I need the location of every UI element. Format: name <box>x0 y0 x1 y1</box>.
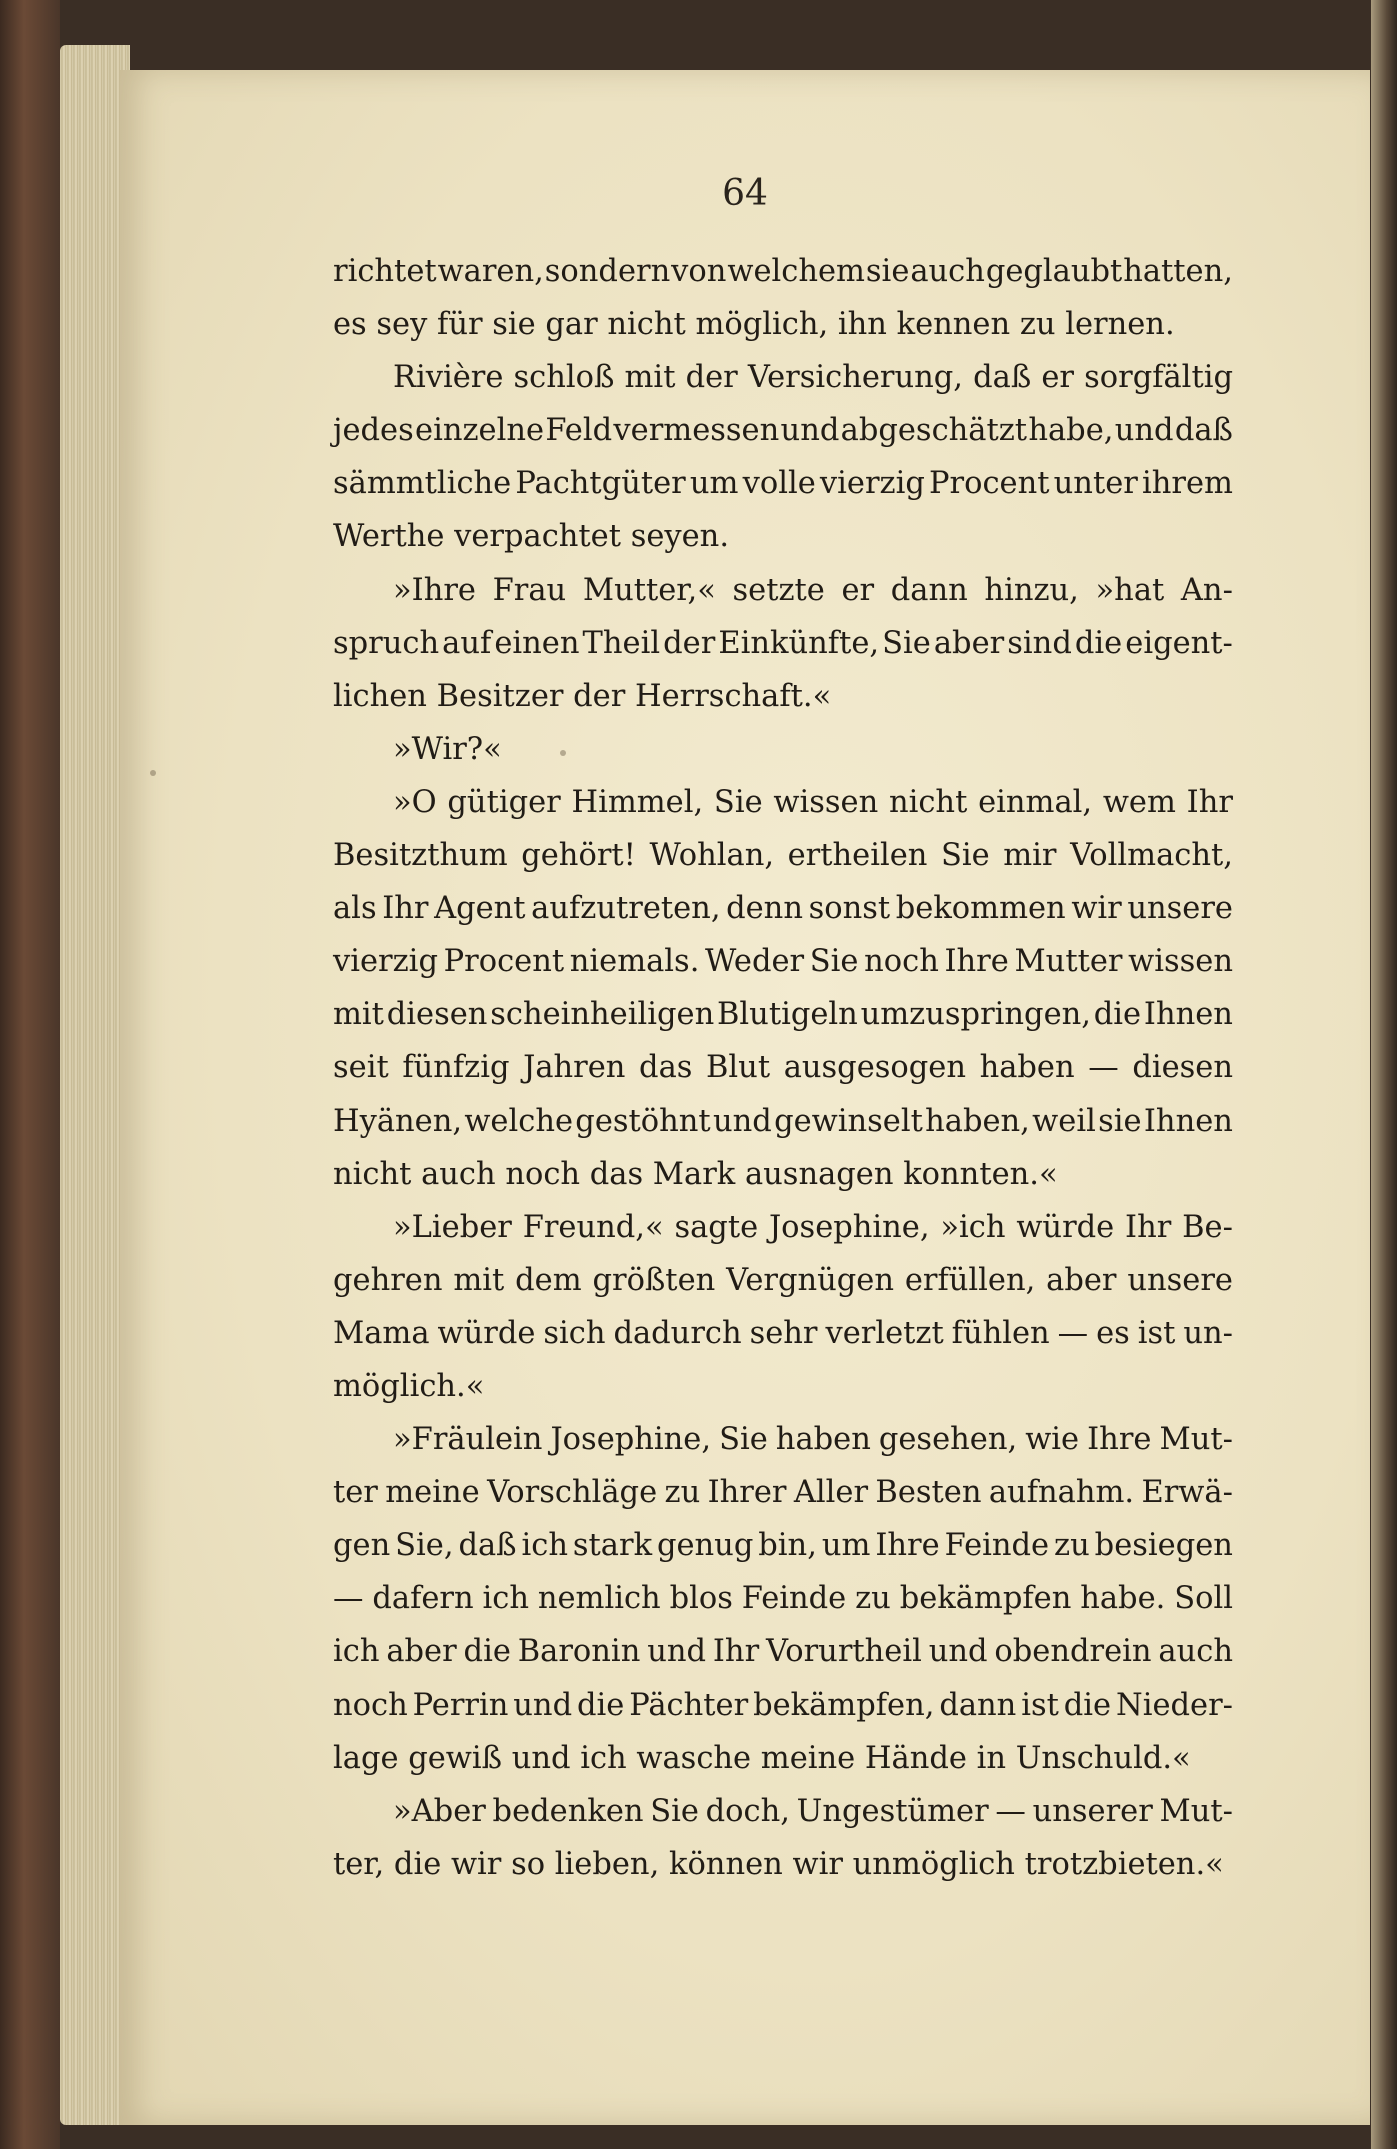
word: Wohlan, <box>649 838 775 874</box>
word: der <box>685 360 738 396</box>
word: schloß <box>513 360 615 396</box>
word: würde <box>1016 1209 1115 1245</box>
word: — <box>1088 1050 1119 1086</box>
word: besiegen <box>1094 1528 1233 1564</box>
word: geglaubt <box>985 254 1123 289</box>
word: noch <box>864 944 939 980</box>
word: um <box>689 466 739 502</box>
word: vierzig <box>333 944 438 980</box>
word: und <box>712 1103 772 1139</box>
word: unsere <box>1127 1262 1233 1298</box>
word: ter <box>333 1475 378 1511</box>
text-line <box>333 351 1233 404</box>
word: Sie <box>650 1793 699 1829</box>
word: unter <box>1053 466 1138 502</box>
word: Ihr <box>1186 784 1233 820</box>
word: und <box>780 413 840 449</box>
text-line: lichen Besitzer der Herrschaft.« <box>333 678 832 714</box>
text-line <box>333 245 1233 298</box>
word: »Lieber <box>393 1209 512 1245</box>
word: Ihre <box>875 1528 940 1564</box>
word: habe, <box>1028 413 1114 449</box>
word: und <box>647 1634 707 1670</box>
word: ihrem <box>1141 466 1233 502</box>
word: sehr <box>749 1315 818 1351</box>
word: waren, <box>437 254 544 289</box>
word: sämmtliche <box>333 466 512 502</box>
word: zu <box>664 1475 701 1511</box>
text-line <box>333 776 1233 829</box>
word: Perrin <box>412 1687 509 1723</box>
word: Ihnen <box>1143 1103 1233 1139</box>
word: wissen <box>1128 944 1233 980</box>
word: sondern <box>544 254 671 289</box>
word: haben <box>979 1050 1075 1086</box>
text-line <box>333 1519 1233 1572</box>
text-line <box>333 1201 1233 1254</box>
word: denn <box>726 891 803 927</box>
word: wissen <box>773 784 879 820</box>
book-cover-right <box>1371 0 1397 2149</box>
word: Ihr <box>1125 1209 1172 1245</box>
paper-speck <box>560 750 566 756</box>
word: Ihre <box>1087 1422 1152 1458</box>
word: meine <box>385 1475 480 1511</box>
word: stark <box>572 1528 653 1564</box>
word: vierzig <box>819 466 925 502</box>
word: ausgesogen <box>783 1050 966 1086</box>
word: Erwä- <box>1141 1475 1233 1511</box>
text-line <box>333 457 1233 510</box>
word: Ihnen <box>1143 997 1233 1033</box>
word: Ihr <box>382 891 429 927</box>
word: Vergnügen <box>726 1262 894 1298</box>
word: wie <box>1025 1422 1080 1458</box>
word: mit <box>333 997 384 1033</box>
word: Feld <box>545 413 613 449</box>
word: Versicherung, <box>747 360 963 396</box>
word: genug <box>656 1528 754 1564</box>
word: unserer <box>1032 1793 1153 1829</box>
word: Josephine, <box>768 1209 930 1245</box>
word: Pachtgüter <box>515 466 686 502</box>
word: dadurch <box>613 1315 742 1351</box>
word: spruch <box>333 625 440 661</box>
word: Vorschläge <box>487 1475 658 1511</box>
word: scheinheiligen <box>490 997 715 1033</box>
text-line <box>333 617 1233 670</box>
text-line <box>333 935 1233 988</box>
word: als <box>333 891 377 927</box>
word: welchem <box>727 254 865 289</box>
word: mir <box>1003 838 1057 874</box>
word: auch <box>1158 1634 1233 1670</box>
word: setzte <box>732 572 825 608</box>
word: »O <box>393 784 437 820</box>
word: einen <box>494 625 580 661</box>
word: niemals. <box>569 944 700 980</box>
word: einzelne <box>415 413 545 449</box>
word: bin, <box>758 1528 817 1564</box>
word: Theil <box>582 625 661 661</box>
word: die <box>1063 1687 1112 1723</box>
word: gütiger <box>447 784 561 820</box>
word: Himmel, <box>571 784 704 820</box>
word: ist <box>1137 1315 1176 1351</box>
word: würde <box>437 1315 536 1351</box>
word: die <box>1074 625 1123 661</box>
word: sagte <box>674 1209 759 1245</box>
word: dem <box>515 1262 582 1298</box>
text-line <box>333 988 1233 1041</box>
word: Josephine, <box>550 1422 712 1458</box>
word: — <box>995 1793 1026 1829</box>
paper-speck <box>150 770 156 776</box>
word: sie <box>865 254 910 289</box>
word: ich <box>482 1581 529 1617</box>
word: dafern <box>372 1581 474 1617</box>
word: Soll <box>1174 1581 1233 1617</box>
word: hatten, <box>1123 254 1233 289</box>
word: »Aber <box>393 1793 486 1829</box>
word: fünfzig <box>402 1050 510 1086</box>
word: sorgfältig <box>1084 360 1233 396</box>
word: seit <box>333 1050 389 1086</box>
word: Sie <box>719 1422 768 1458</box>
word: Rivière <box>393 360 504 396</box>
word: welche <box>464 1103 574 1139</box>
word: Procent <box>929 466 1050 502</box>
word: unsere <box>1127 891 1233 927</box>
word: und <box>1114 413 1174 449</box>
word: Ihre <box>944 944 1009 980</box>
word: das <box>639 1050 693 1086</box>
word: zu <box>1054 1528 1090 1564</box>
book-cover-left <box>0 0 60 2149</box>
word: Jahren <box>523 1050 626 1086</box>
text-line: möglich.« <box>333 1368 485 1404</box>
word: aufzutreten, <box>531 891 721 927</box>
text-line <box>333 829 1233 882</box>
text-line <box>333 1572 1233 1625</box>
word: nemlich <box>537 1581 661 1617</box>
word: An- <box>1180 572 1233 608</box>
text-line: ter, die wir so lieben, können wir unmöglich trotzbieten.« <box>333 1846 1224 1882</box>
word: Baronin <box>517 1634 641 1670</box>
word: haben, <box>925 1103 1030 1139</box>
word: ist <box>1021 1687 1059 1723</box>
word: volle <box>742 466 816 502</box>
word: dann <box>890 572 968 608</box>
word: gen <box>333 1528 391 1564</box>
word: »Fräulein <box>393 1422 543 1458</box>
text-line <box>333 1254 1233 1307</box>
word: Mutter,« <box>582 572 716 608</box>
word: noch <box>333 1687 408 1723</box>
text-line <box>333 1625 1233 1678</box>
word: aufnahm. <box>988 1475 1135 1511</box>
word: wir <box>1071 891 1122 927</box>
word: aber <box>1046 1262 1117 1298</box>
word: Frau <box>492 572 567 608</box>
word: Einkünfte, <box>718 625 880 661</box>
word: ich <box>521 1528 568 1564</box>
text-line: nicht auch noch das Mark ausnagen konnten.« <box>333 1156 1058 1192</box>
text-line <box>333 1041 1233 1094</box>
word: die <box>576 1687 625 1723</box>
text-line: »Wir?« <box>393 731 502 767</box>
word: umzuspringen, <box>860 997 1091 1033</box>
word: die <box>463 1634 511 1670</box>
text-line <box>333 564 1233 617</box>
word: von <box>671 254 727 289</box>
word: Blut <box>706 1050 771 1086</box>
word: weil <box>1032 1103 1096 1139</box>
word: Nieder- <box>1116 1687 1233 1723</box>
word: bekämpfen <box>899 1581 1072 1617</box>
text-line <box>333 1307 1233 1360</box>
word: Pächter <box>629 1687 749 1723</box>
word: Mama <box>333 1315 430 1351</box>
text-line <box>333 404 1233 457</box>
word: »hat <box>1095 572 1165 608</box>
text-line <box>333 1679 1233 1732</box>
word: gewinselt <box>774 1103 923 1139</box>
word: aber <box>933 625 1005 661</box>
body-text <box>333 245 1233 1891</box>
word: er <box>1041 360 1074 396</box>
word: un- <box>1183 1315 1233 1351</box>
text-line: lage gewiß und ich wasche meine Hände in Unschuld.« <box>333 1740 1191 1776</box>
word: Mutter <box>1014 944 1123 980</box>
word: Mut- <box>1159 1422 1233 1458</box>
word: fühlen <box>951 1315 1050 1351</box>
word: und <box>928 1634 988 1670</box>
text-line <box>333 882 1233 935</box>
word: haben <box>775 1422 871 1458</box>
word: um <box>821 1528 871 1564</box>
word: ertheilen <box>787 838 928 874</box>
word: aber <box>386 1634 457 1670</box>
word: zu <box>855 1581 891 1617</box>
text-line: Werthe verpachtet seyen. <box>333 519 730 555</box>
word: sonst <box>808 891 891 927</box>
word: »ich <box>940 1209 1006 1245</box>
word: eigent- <box>1125 625 1233 661</box>
word: Aller <box>793 1475 869 1511</box>
word: jedes <box>333 413 414 449</box>
word: Be- <box>1182 1209 1233 1245</box>
word: Feinde <box>944 1528 1050 1564</box>
word: gehren <box>333 1262 443 1298</box>
text-line <box>333 1413 1233 1466</box>
word: die <box>1093 997 1142 1033</box>
word: es <box>1096 1315 1130 1351</box>
word: er <box>841 572 875 608</box>
word: Ihrer <box>707 1475 787 1511</box>
word: bekommen <box>895 891 1066 927</box>
book-page <box>120 70 1370 2125</box>
text-line <box>333 1785 1233 1838</box>
word: obendrein <box>994 1634 1152 1670</box>
word: und <box>513 1687 573 1723</box>
word: nicht <box>888 784 968 820</box>
word: hinzu, <box>984 572 1079 608</box>
word: mit <box>624 360 676 396</box>
text-line <box>333 1466 1233 1519</box>
word: daß <box>458 1528 517 1564</box>
word: gestöhnt <box>575 1103 711 1139</box>
word: Vollmacht, <box>1070 838 1233 874</box>
word: blos <box>669 1581 733 1617</box>
word: dann <box>939 1687 1017 1723</box>
word: der <box>663 625 716 661</box>
word: vermessen <box>613 413 780 449</box>
word: erfüllen, <box>904 1262 1036 1298</box>
word: Sie <box>882 625 931 661</box>
word: mit <box>453 1262 505 1298</box>
word: auf <box>442 625 492 661</box>
word: — <box>1057 1315 1089 1351</box>
word: habe. <box>1080 1581 1166 1617</box>
word: gesehen, <box>878 1422 1018 1458</box>
word: auch <box>910 254 985 289</box>
word: Feinde <box>741 1581 847 1617</box>
word: diesen <box>386 997 488 1033</box>
word: Procent <box>443 944 565 980</box>
word: Vorurtheil <box>766 1634 922 1670</box>
word: Hyänen, <box>333 1103 463 1139</box>
word: — <box>333 1581 364 1617</box>
page-number: 64 <box>722 173 768 214</box>
word: daß <box>973 360 1032 396</box>
word: Agent <box>434 891 526 927</box>
word: Sie <box>809 944 859 980</box>
word: gehört! <box>521 838 636 874</box>
text-line: es sey für sie gar nicht möglich, ihn kennen zu lernen. <box>333 307 1175 343</box>
word: daß <box>1174 413 1233 449</box>
word: Mut- <box>1159 1793 1233 1829</box>
word: größten <box>592 1262 716 1298</box>
word: diesen <box>1132 1050 1233 1086</box>
word: sind <box>1007 625 1072 661</box>
word: sie <box>1098 1103 1142 1139</box>
word: »Ihre <box>393 572 476 608</box>
word: bedenken <box>492 1793 644 1829</box>
word: abgeschätzt <box>840 413 1028 449</box>
word: Ungestümer <box>796 1793 989 1829</box>
word: bekämpfen, <box>753 1687 935 1723</box>
word: Freund,« <box>522 1209 664 1245</box>
word: sich <box>543 1315 606 1351</box>
word: Sie <box>713 784 763 820</box>
word: Blutigeln <box>717 997 858 1033</box>
word: verletzt <box>825 1315 944 1351</box>
word: einmal, <box>978 784 1093 820</box>
word: Besten <box>875 1475 982 1511</box>
word: wem <box>1102 784 1176 820</box>
word: Sie, <box>395 1528 454 1564</box>
word: Ihr <box>712 1634 760 1670</box>
word: richtet <box>333 254 437 289</box>
word: ich <box>333 1634 380 1670</box>
word: Sie <box>940 838 990 874</box>
word: doch, <box>705 1793 790 1829</box>
text-line <box>333 1095 1233 1148</box>
word: Besitzthum <box>333 838 508 874</box>
word: Weder <box>705 944 805 980</box>
